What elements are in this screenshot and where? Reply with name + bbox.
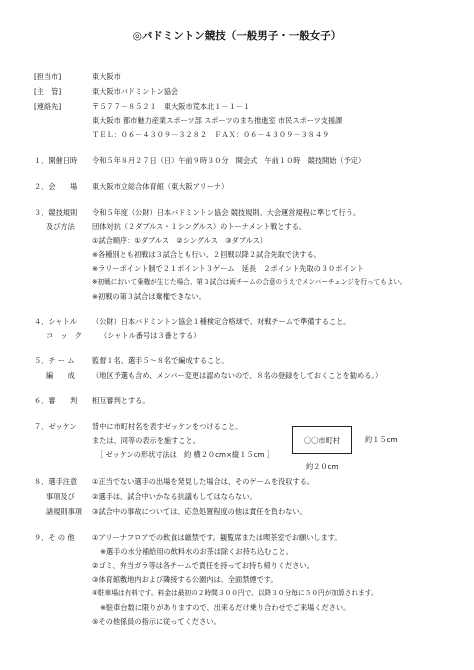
- section-rules-label: ３．競技規則: [34, 208, 78, 217]
- page-title: ◎バドミントン競技（一般男子・一般女子）: [132, 30, 342, 42]
- other-line: ⑤その他係員の指示に従ってください。: [92, 617, 221, 626]
- notes-line: ①正当でない選手の出場を発見した場合は、そのゲームを没収する。: [92, 477, 315, 486]
- contact-department: 東大阪市 都市魅力産業スポーツ部 スポーツのまち推進室 市民スポーツ支援課: [92, 116, 343, 125]
- section-notes-sublabel: 事項及び: [46, 492, 75, 501]
- other-line: ※駐車台数に限りがありますので、出来るだけ乗り合わせでご来場ください。: [100, 603, 351, 612]
- header-label-organizer: [主 管]: [34, 87, 62, 96]
- other-line: ①アリーナフロアでの飲食は厳禁です。観覧席または喫茶室でお願いします。: [92, 533, 342, 542]
- notes-line: ③試合中の事故については、応急処置程度の他は責任を負わない。: [92, 507, 307, 516]
- rules-line: ※各種別とも初戦は３試合とも行い、２回戦以降２試合先取で決する。: [92, 250, 321, 259]
- other-line: ②ゴミ、弁当ガラ等は各チームで責任を持ってお持ち帰りください。: [92, 561, 314, 570]
- rules-line: ※初戦において棄権が生じた場合、第３試合は両チームの合意のうえでメンバーチェンジを行ってもよい。: [92, 278, 407, 286]
- bib-diagram-text: 〇〇市町村: [304, 436, 340, 445]
- section-venue-text: 東大阪市立総合体育館（東大阪アリーナ）: [92, 182, 229, 191]
- header-label-contact: [連絡先]: [34, 102, 62, 111]
- rules-line: ※ラリーポイント制で２１ポイント３ゲーム 延長 ２ポイント先取の３０ポイント: [92, 264, 364, 273]
- rules-line: 令和５年度（公財）日本バドミントン協会 競技規則、大会運営規程に準じて行う。: [92, 208, 361, 217]
- header-value-organizer: 東大阪市バドミントン協会: [92, 87, 179, 96]
- section-notes-label: ８．選手注意: [34, 477, 78, 486]
- section-bib-label: ７．ゼッケン: [34, 422, 77, 431]
- section-date-text: 令和５年８月２７日（日）午前９時３０分 開会式 午前１０時 競技開始（予定）: [92, 156, 366, 165]
- other-line: ※選手の水分補給用の飲料水のお茶は除くお持ち込むこと。: [100, 547, 293, 556]
- section-venue-label: ２．会 場: [34, 182, 78, 191]
- contact-address: 〒５７７－８５２１ 東大阪市荒本北１－１－１: [92, 102, 251, 111]
- bib-width-label: 約２０cm: [306, 462, 339, 471]
- section-other-label: ９．そ の 他: [34, 533, 75, 542]
- bib-line: ［ ゼッケンの形状寸法は 約 横２０cm×縦１５cm ］: [96, 450, 275, 459]
- header-label-city: [担当市]: [34, 72, 62, 81]
- rules-line: 団体対抗（２ダブルス・１シングルス）のトーナメント戦とする。: [92, 222, 307, 231]
- team-line: 監督１名、選手５～８名で編成すること。: [92, 356, 229, 365]
- header-value-city: 東大阪市: [92, 72, 121, 81]
- section-referee-text: 相互審判とする。: [92, 396, 150, 405]
- section-team-sublabel: 編 成: [46, 371, 75, 380]
- rules-line: ※初戦の第３試合は棄権できない。: [92, 292, 206, 301]
- section-referee-label: ６．審 判: [34, 396, 78, 405]
- section-shuttle-sublabel: コ ッ ク: [46, 331, 82, 340]
- notes-line: ②選手は、試合中いかなる抗議もしてはならない。: [92, 492, 257, 501]
- shuttle-line: （公財）日本バドミントン協会１種検定合格球で、対戦チームで準備すること。: [92, 317, 351, 326]
- bib-line: 背中に市町村名を表すゼッケンをつけること。: [92, 422, 243, 431]
- contact-phone-fax: ＴＥＬ：０６－４３０９－３２８２ ＦＡＸ：０６－４３０９－３８４９: [92, 130, 330, 139]
- bib-line: または、同等の表示を施すこと。: [92, 436, 200, 445]
- other-line: ④駐車場は有料です。料金は最初の２時間３００円で、以降３０分毎に５０円が加算されます。: [92, 589, 378, 597]
- bib-diagram-box: [292, 426, 352, 454]
- section-rules-sublabel: 及び方法: [46, 222, 75, 231]
- section-team-label: ５．チ ー ム: [34, 356, 75, 365]
- section-notes-sublabel: 諸規則事項: [46, 507, 82, 516]
- rules-line: ①試合順序：①ダブルス ②シングルス ③ダブルス）: [92, 236, 267, 245]
- team-line: （地区予選も含め、メンバー変更は認めないので、８名の登録をしておくことを勧める。）: [92, 371, 383, 380]
- section-date-label: １．開催日時: [34, 156, 78, 165]
- bib-height-label: 約１５cm: [365, 435, 398, 444]
- other-line: ③体育館敷地内および隣接する公園内は、全面禁煙です。: [92, 575, 278, 584]
- shuttle-line: （シャトル番号は３番とする）: [100, 331, 201, 340]
- section-shuttle-label: ４．シャトル: [34, 317, 77, 326]
